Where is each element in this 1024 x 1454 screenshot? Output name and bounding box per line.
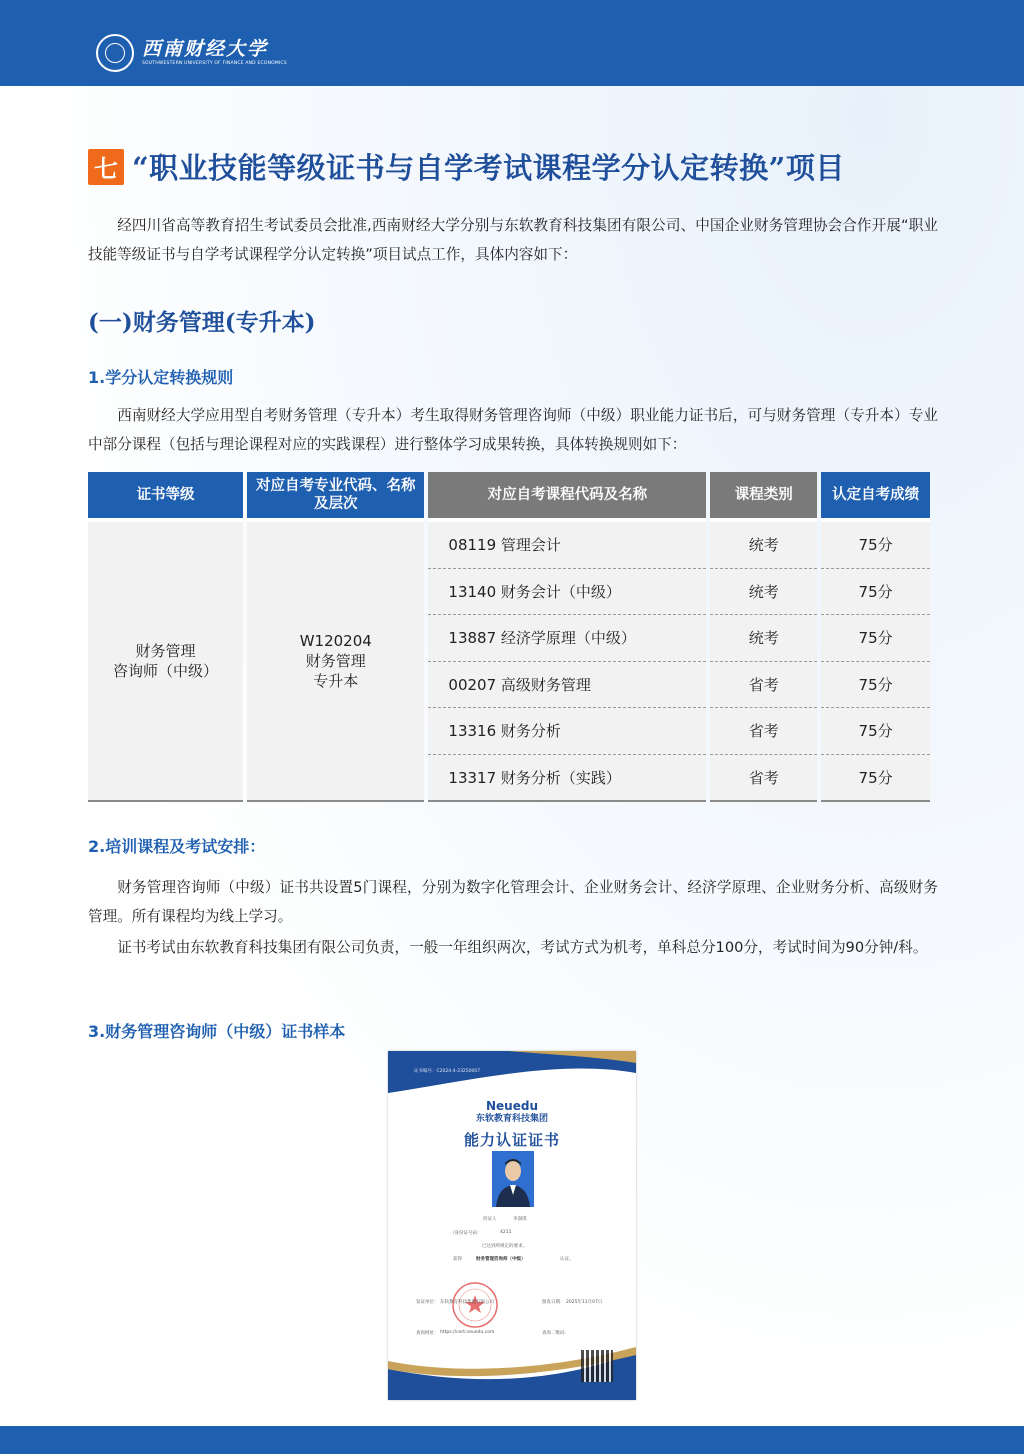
subheading-training: 2.培训课程及考试安排： bbox=[88, 837, 266, 856]
score-cell: 75分 bbox=[821, 518, 930, 569]
score-cell: 75分 bbox=[821, 662, 930, 709]
major-cell: W120204 财务管理 专升本 bbox=[247, 518, 424, 802]
holder-photo bbox=[492, 1151, 534, 1207]
cert-brand-en: Neuedu bbox=[486, 1099, 538, 1113]
course-cell: 13316 财务分析 bbox=[428, 708, 706, 755]
page-title-text: “职业技能等级证书与自学考试课程学分认定转换”项目 bbox=[132, 151, 845, 185]
cert-number: 证书编号：C2024-4-23250007 bbox=[414, 1069, 481, 1074]
table-row bbox=[88, 518, 930, 569]
logo-chinese-name: 西南财经大学 bbox=[142, 38, 269, 60]
grant-end: 认证。 bbox=[560, 1257, 574, 1262]
intro-paragraph: 经四川省高等教育招生考试委员会批准,西南财经大学分别与东软教育科技集团有限公司、中国企业财务管理协会合作开展“职业技能等级证书与自学考试课程学分认定转换”项目试点工作，具体内容如下： bbox=[88, 217, 938, 263]
holder-label: 持证人 bbox=[483, 1217, 497, 1222]
subheading-sample: 3.财务管理咨询师（中级）证书样本 bbox=[88, 1022, 346, 1041]
conversion-table bbox=[84, 472, 934, 802]
logo-english-name: SOUTHWESTERN UNIVERSITY OF FINANCE AND ECONOMICS bbox=[142, 61, 287, 66]
university-logo bbox=[96, 34, 287, 72]
table-header-row bbox=[88, 472, 930, 518]
verify-label: 查询网址： bbox=[416, 1331, 439, 1336]
qr-code-icon bbox=[581, 1350, 613, 1382]
id-label: （身份证号码： bbox=[450, 1231, 482, 1236]
holder-name: 李润琪 bbox=[513, 1217, 527, 1222]
issuer: 东软教育科技集团有限公司 bbox=[440, 1300, 494, 1305]
course-cell: 13317 财务分析（实践） bbox=[428, 755, 706, 803]
score-cell: 75分 bbox=[821, 569, 930, 616]
date-label: 颁发日期： bbox=[542, 1300, 565, 1305]
cert-level-cell: 财务管理 咨询师（中级） bbox=[88, 518, 243, 802]
course-type-cell: 省考 bbox=[710, 708, 817, 755]
course-cell: 13887 经济学原理（中级） bbox=[428, 615, 706, 662]
course-cell: 13140 财务会计（中级） bbox=[428, 569, 706, 616]
course-type-cell: 省考 bbox=[710, 662, 817, 709]
score-cell: 75分 bbox=[821, 708, 930, 755]
section-number-badge: 七 bbox=[88, 149, 124, 185]
section-heading: (一)财务管理(专升本) bbox=[88, 309, 316, 336]
header-bar bbox=[0, 0, 1024, 86]
qr-label: 查询二维码： bbox=[542, 1331, 569, 1336]
header-course-type: 课程类别 bbox=[710, 472, 817, 518]
page-title bbox=[88, 146, 845, 187]
issue-date: 2025年11月07日 bbox=[566, 1300, 603, 1305]
cert-line1: 已达到所规定的要求， bbox=[482, 1244, 527, 1249]
university-seal-icon bbox=[96, 34, 134, 72]
cert-title: 能力认证证书 bbox=[463, 1131, 560, 1149]
grant-label: 获得 bbox=[453, 1257, 462, 1262]
course-type-cell: 省考 bbox=[710, 755, 817, 803]
verify-url: https://cert.neuedu.com bbox=[440, 1330, 495, 1335]
header-course: 对应自考课程代码及名称 bbox=[428, 472, 706, 518]
course-cell: 08119 管理会计 bbox=[428, 518, 706, 569]
score-cell: 75分 bbox=[821, 755, 930, 803]
course-type-cell: 统考 bbox=[710, 615, 817, 662]
course-type-cell: 统考 bbox=[710, 518, 817, 569]
rules-paragraph: 西南财经大学应用型自考财务管理（专升本）考生取得财务管理咨询师（中级）职业能力证书后，可与财务管理（专升本）专业中部分课程（包括与理论课程对应的实践课程）进行整体学习成果转换，具体转换规则如下： bbox=[88, 407, 938, 453]
header-cert-level: 证书等级 bbox=[88, 472, 243, 518]
header-major: 对应自考专业代码、名称及层次 bbox=[247, 472, 424, 518]
course-type-cell: 统考 bbox=[710, 569, 817, 616]
id-value: 4211 bbox=[500, 1230, 512, 1235]
subheading-rules: 1.学分认定转换规则 bbox=[88, 368, 234, 387]
header-score: 认定自考成绩 bbox=[821, 472, 930, 518]
cert-name: 财务管理咨询师（中级） bbox=[476, 1257, 526, 1262]
footer-bar bbox=[0, 1426, 1024, 1454]
cert-brand-cn: 东软教育科技集团 bbox=[475, 1114, 548, 1124]
exam-paragraph: 证书考试由东软教育科技集团有限公司负责，一般一年组织两次，考试方式为机考，单科总分100分，考试时间为90分钟/科。 bbox=[117, 939, 928, 956]
course-cell: 00207 高级财务管理 bbox=[428, 662, 706, 709]
training-paragraph: 财务管理咨询师（中级）证书共设置5门课程，分别为数字化管理会计、企业财务会计、经济学原理、企业财务分析、高级财务管理。所有课程均为线上学习。 bbox=[88, 879, 938, 925]
issuer-label: 发证单位： bbox=[416, 1300, 439, 1305]
certificate-sample-image bbox=[388, 1051, 636, 1400]
score-cell: 75分 bbox=[821, 615, 930, 662]
